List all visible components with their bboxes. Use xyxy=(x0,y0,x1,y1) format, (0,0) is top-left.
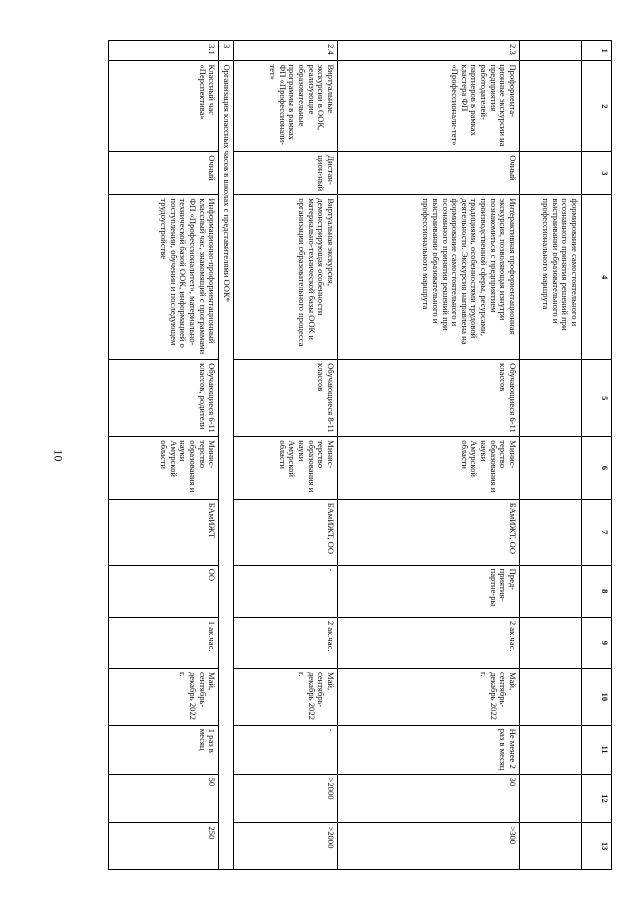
table-cell: Виртуальные экскурсии в ООК, реализующие образовательные программы в рамках ФП «Профессионали-тет» xyxy=(234,61,338,152)
table-cell: 2 ак.час. xyxy=(234,617,338,668)
table-cell: Интерактивная профориентационная экскурсия, позволяющая изнутри познакомиться с предприятием производственной сферы, ресурсами, традициями, особенностями трудовой деятельности. Экскурсия направлена на формирование самостоятельного и осознанного принятия решений при выстраивании образовательного и профессионального маршрута xyxy=(338,195,520,360)
table-cell: 2 ак.час. xyxy=(338,617,520,668)
table-cell: 1 ак.час. xyxy=(109,617,219,668)
header-cell: 10 xyxy=(582,668,612,725)
table-cell: Обучающиеся 6-11 классов, родители xyxy=(109,360,219,437)
header-cell: 3 xyxy=(582,152,612,195)
page-number: 10 xyxy=(51,449,66,462)
table-cell: Классный час «Перспектива» xyxy=(109,61,219,152)
table-cell: - xyxy=(234,725,338,774)
table-cell: >2000 xyxy=(234,774,338,823)
table-cell: ОО xyxy=(109,565,219,617)
header-cell: 7 xyxy=(582,499,612,565)
table-row xyxy=(109,41,219,870)
table-cell: Май, сентябрь-декабрь 2022 г. xyxy=(234,668,338,725)
table-cell: БАмИЖТ xyxy=(109,499,219,565)
table-cell: БАмИЖТ, ОО xyxy=(338,499,520,565)
table-cell: Минис-терство образования и науки Амурской области xyxy=(338,437,520,499)
events-table xyxy=(108,40,612,870)
table-cell: Май, сентябрь-декабрь 2022 г. xyxy=(338,668,520,725)
table-cell: Май, сентябрь-декабрь 2022 г. xyxy=(109,668,219,725)
table-cell: Очный xyxy=(109,152,219,195)
table-cell: >2000 xyxy=(234,823,338,870)
table-row xyxy=(520,41,582,870)
table-cell: 3.1 xyxy=(109,41,219,61)
table-cell: БАмИЖТ, ОО xyxy=(234,499,338,565)
table-cell: Минис-терство образования и науки Амурской области xyxy=(109,437,219,499)
table-cell: Информационно-профориентационный классный час, знакомящий с программами ФП «Профессионалитет», материально-технической базой ООК, информацией о поступлении, обучении и последующем трудоустройстве xyxy=(109,195,219,360)
table-cell: Дистан-цион-ный xyxy=(234,152,338,195)
section-title: Организация классных часов в школах с представителями ООК* xyxy=(219,61,234,870)
table-cell: Обучающиеся 6-11 классов xyxy=(338,360,520,437)
table-cell: Пред-приятия-партне-ры xyxy=(338,565,520,617)
header-cell: 12 xyxy=(582,774,612,823)
table-cell: 2.4 xyxy=(234,41,338,61)
header-cell: 13 xyxy=(582,823,612,870)
header-cell: 1 xyxy=(582,41,612,61)
table-cell: >300 xyxy=(338,823,520,870)
table-cell: Минис-терство образования и науки Амурской области xyxy=(234,437,338,499)
header-cell: 5 xyxy=(582,360,612,437)
table-cell: Обучающиеся 8-11 классов xyxy=(234,360,338,437)
table-cell: Профориента-ционные экскурсии на предприятия работодателей-партнеров в рамках кластера ФП «Профессионали-тет» xyxy=(338,61,520,152)
header-cell: 4 xyxy=(582,195,612,360)
table-cell: Очный xyxy=(338,152,520,195)
table-cell: 2.3 xyxy=(338,41,520,61)
header-cell: 9 xyxy=(582,617,612,668)
section-row xyxy=(219,41,234,870)
table-row xyxy=(234,41,338,870)
header-cell: 6 xyxy=(582,437,612,499)
table-cell: 30 xyxy=(338,774,520,823)
header-cell: 2 xyxy=(582,61,612,152)
table-cell: 250 xyxy=(109,823,219,870)
header-cell: 11 xyxy=(582,725,612,774)
table-cell: формирование самостоятельного и осознанного принятия решений при выстраивании образовательного и профессионального маршрута xyxy=(520,195,582,360)
table-cell: - xyxy=(234,565,338,617)
table-wrapper xyxy=(82,40,612,870)
table-cell: Не менее 2 раз в месяц xyxy=(338,725,520,774)
table-cell: 50 xyxy=(109,774,219,823)
rotated-frame xyxy=(82,40,612,870)
table-row xyxy=(338,41,520,870)
header-cell: 8 xyxy=(582,565,612,617)
section-number: 3 xyxy=(219,41,234,61)
table-cell: Виртуальная экскурсия, демонстрирующая особенности материально-технической базы ООК и организации образовательного процесса xyxy=(234,195,338,360)
table-cell: 1 раз в месяц xyxy=(109,725,219,774)
header-row xyxy=(582,41,612,870)
